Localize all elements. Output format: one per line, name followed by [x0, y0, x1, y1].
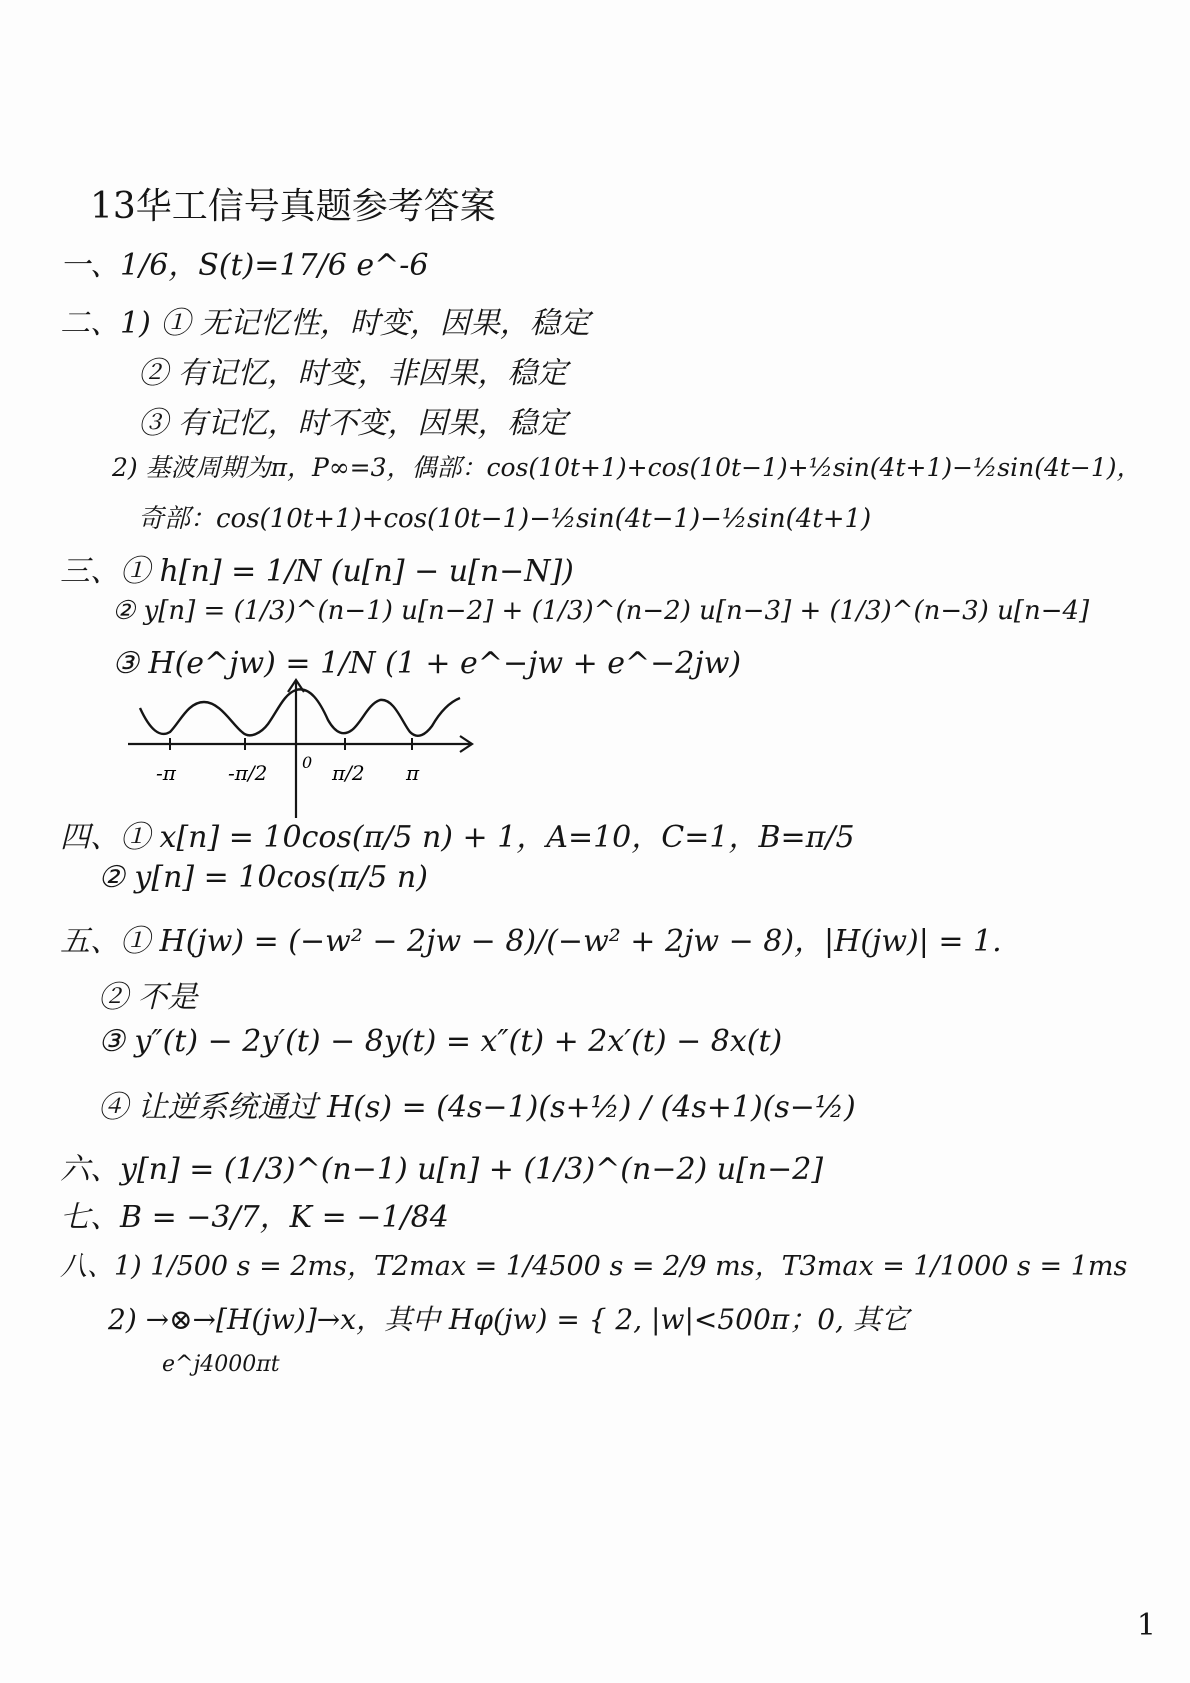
answer-line: 二、1) ① 无记忆性，时变，因果，稳定: [60, 306, 590, 341]
answer-line: 六、y[n] = (1/3)^(n−1) u[n] + (1/3)^(n−2) u[n−2]: [60, 1152, 824, 1187]
page-number: 1: [1136, 1608, 1156, 1643]
answer-line: ② 有记忆，时变，非因果，稳定: [138, 356, 568, 391]
answer-line: ② y[n] = (1/3)^(n−1) u[n−2] + (1/3)^(n−2) u[n−3] + (1/3)^(n−3) u[n−4]: [112, 596, 1090, 626]
tick-label: -π: [156, 761, 176, 785]
tick-label: π: [406, 761, 420, 785]
answer-line: ③ y″(t) − 2y′(t) − 8y(t) = x″(t) + 2x′(t) − 8x(t): [98, 1024, 783, 1059]
tick-label: 0: [302, 753, 313, 772]
document-title: 13华工信号真题参考答案: [90, 186, 496, 227]
answer-line: 一、1/6，S(t)=17/6 e^-6: [60, 248, 429, 283]
frequency-response-graph: [120, 672, 490, 822]
tick-label: -π/2: [228, 761, 268, 785]
answer-line: 2) →⊗→[H(jw)]→x，其中 Hφ(jw) = { 2, |w|<500π；0, 其它: [108, 1303, 909, 1336]
answer-line: 三、① h[n] = 1/N (u[n] − u[n−N]): [60, 554, 574, 589]
answer-line: ④ 让逆系统通过 H(s) = (4s−1)(s+½) / (4s+1)(s−½): [98, 1090, 856, 1125]
response-curve: [140, 689, 460, 735]
answer-line: ② y[n] = 10cos(π/5 n): [98, 860, 428, 895]
answer-line: 七、B = −3/7，K = −1/84: [60, 1200, 449, 1235]
tick-label: π/2: [332, 761, 365, 785]
answer-line: ② 不是: [98, 980, 198, 1015]
answer-line: 五、① H(jw) = (−w² − 2jw − 8)/(−w² + 2jw − 8)，|H(jw)| = 1.: [60, 924, 1002, 959]
answer-line: ③ H(e^jw) = 1/N (1 + e^−jw + e^−2jw): [112, 646, 742, 681]
answer-line: 八、1) 1/500 s = 2ms，T2max = 1/4500 s = 2/9 ms，T3max = 1/1000 s = 1ms: [60, 1251, 1128, 1282]
answer-line: ③ 有记忆，时不变，因果，稳定: [138, 406, 568, 441]
answer-line: 2) 基波周期为π，P∞=3，偶部：cos(10t+1)+cos(10t−1)+½sin(4t+1)−½sin(4t−1)，: [112, 453, 1142, 482]
answer-line: 四、① x[n] = 10cos(π/5 n) + 1，A=10，C=1，B=π/5: [60, 820, 855, 855]
answer-line: e^j4000πt: [162, 1352, 280, 1377]
answer-line: 奇部：cos(10t+1)+cos(10t−1)−½sin(4t−1)−½sin(4t+1): [138, 504, 872, 534]
